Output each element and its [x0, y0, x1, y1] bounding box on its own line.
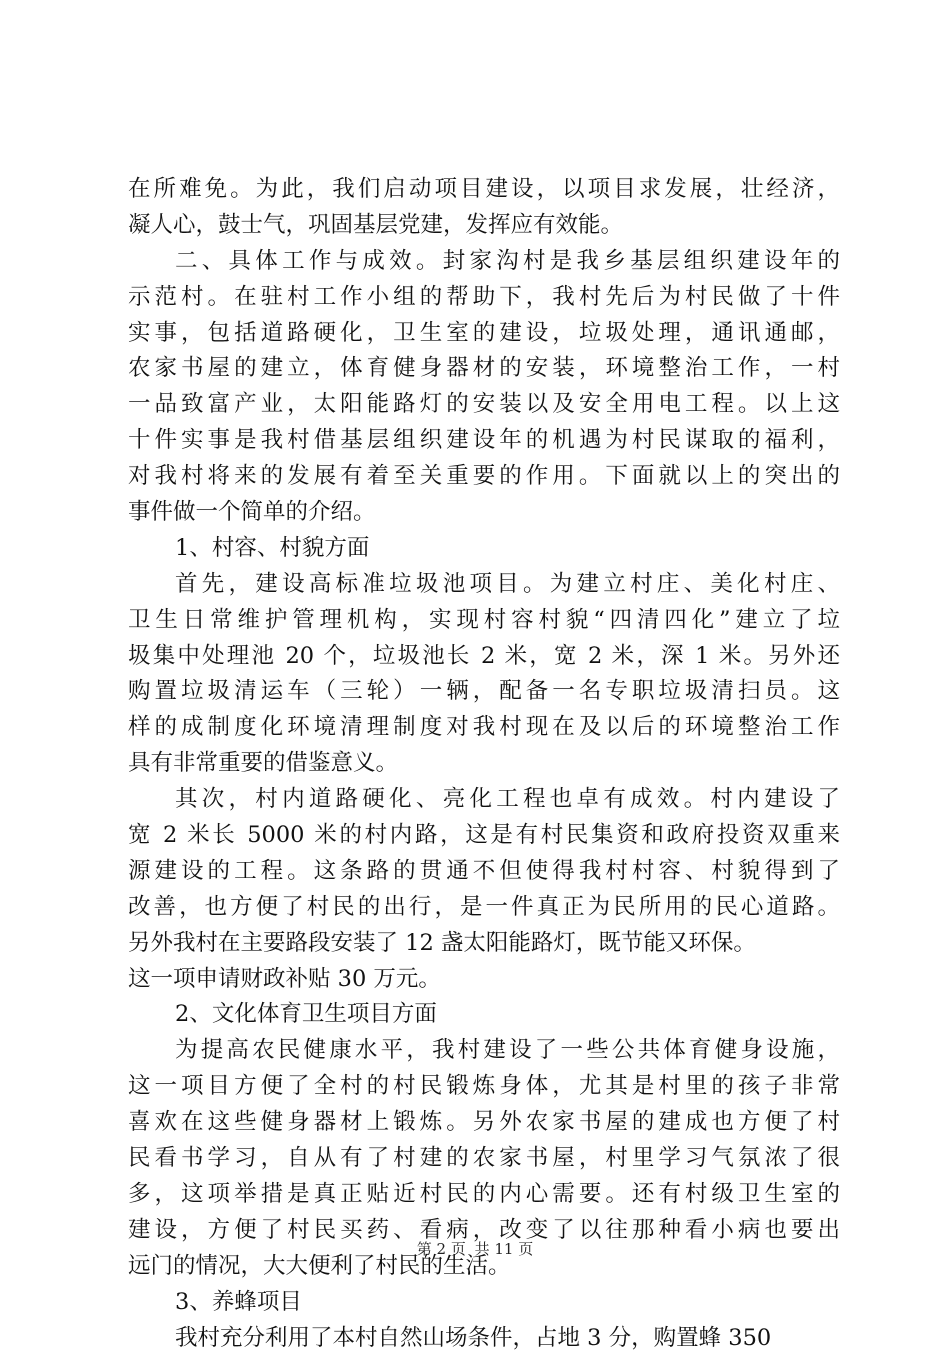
paragraph-line: 示范村。在驻村工作小组的帮助下，我村先后为村民做了十件	[128, 280, 840, 316]
paragraph-line: 我村充分利用了本村自然山场条件，占地 3 分，购置蜂 350	[128, 1321, 840, 1356]
section-heading: 3、养蜂项目	[128, 1285, 840, 1321]
paragraph-line: 事件做一个简单的介绍。	[128, 495, 840, 531]
document-body	[128, 172, 840, 1356]
paragraph-line: 圾集中处理池 20 个，垃圾池长 2 米，宽 2 米，深 1 米。另外还	[128, 639, 840, 675]
section-heading: 2、文化体育卫生项目方面	[128, 997, 840, 1033]
page-footer	[0, 1238, 950, 1259]
paragraph-line: 在所难免。为此，我们启动项目建设，以项目求发展，壮经济，	[128, 172, 840, 208]
paragraph-line: 实事，包括道路硬化，卫生室的建设，垃圾处理，通讯通邮，	[128, 316, 840, 352]
paragraph-line: 为提高农民健康水平，我村建设了一些公共体育健身设施，	[128, 1033, 840, 1069]
paragraph-line: 十件实事是我村借基层组织建设年的机遇为村民谋取的福利，	[128, 423, 840, 459]
paragraph-line: 二、具体工作与成效。封家沟村是我乡基层组织建设年的	[128, 244, 840, 280]
paragraph-line: 喜欢在这些健身器材上锻炼。另外农家书屋的建成也方便了村	[128, 1105, 840, 1141]
paragraph-line: 多，这项举措是真正贴近村民的内心需要。还有村级卫生室的	[128, 1177, 840, 1213]
paragraph-line: 宽 2 米长 5000 米的村内路，这是有村民集资和政府投资双重来	[128, 818, 840, 854]
paragraph-line: 这一项申请财政补贴 30 万元。	[128, 962, 840, 998]
paragraph-line: 其次，村内道路硬化、亮化工程也卓有成效。村内建设了	[128, 782, 840, 818]
paragraph-line: 对我村将来的发展有着至关重要的作用。下面就以上的突出的	[128, 459, 840, 495]
paragraph-line: 农家书屋的建立，体育健身器材的安装，环境整治工作，一村	[128, 351, 840, 387]
paragraph-line: 远门的情况，大大便利了村民的生活。	[128, 1249, 840, 1285]
paragraph-line: 购置垃圾清运车（三轮）一辆，配备一名专职垃圾清扫员。这	[128, 674, 840, 710]
paragraph-line: 样的成制度化环境清理制度对我村现在及以后的环境整治工作	[128, 710, 840, 746]
paragraph-line: 民看书学习，自从有了村建的农家书屋，村里学习气氛浓了很	[128, 1141, 840, 1177]
paragraph-line: 首先，建设高标准垃圾池项目。为建立村庄、美化村庄、	[128, 567, 840, 603]
paragraph-line: 凝人心，鼓士气，巩固基层党建，发挥应有效能。	[128, 208, 840, 244]
page-number: 第 2 页	[415, 1240, 468, 1258]
paragraph-line: 另外我村在主要路段安装了 12 盏太阳能路灯，既节能又环保。	[128, 926, 840, 962]
paragraph-line: 源建设的工程。这条路的贯通不但使得我村村容、村貌得到了	[128, 854, 840, 890]
paragraph-line: 一品致富产业，太阳能路灯的安装以及安全用电工程。以上这	[128, 387, 840, 423]
paragraph-line: 这一项目方便了全村的村民锻炼身体，尤其是村里的孩子非常	[128, 1069, 840, 1105]
paragraph-line: 卫生日常维护管理机构，实现村容村貌“四清四化”建立了垃	[128, 603, 840, 639]
paragraph-line: 改善，也方便了村民的出行，是一件真正为民所用的民心道路。	[128, 890, 840, 926]
paragraph-line: 具有非常重要的借鉴意义。	[128, 746, 840, 782]
section-heading: 1、村容、村貌方面	[128, 531, 840, 567]
page-total: 共 11 页	[473, 1240, 536, 1258]
paragraph-line: 建设，方便了村民买药、看病，改变了以往那种看小病也要出	[128, 1213, 840, 1249]
